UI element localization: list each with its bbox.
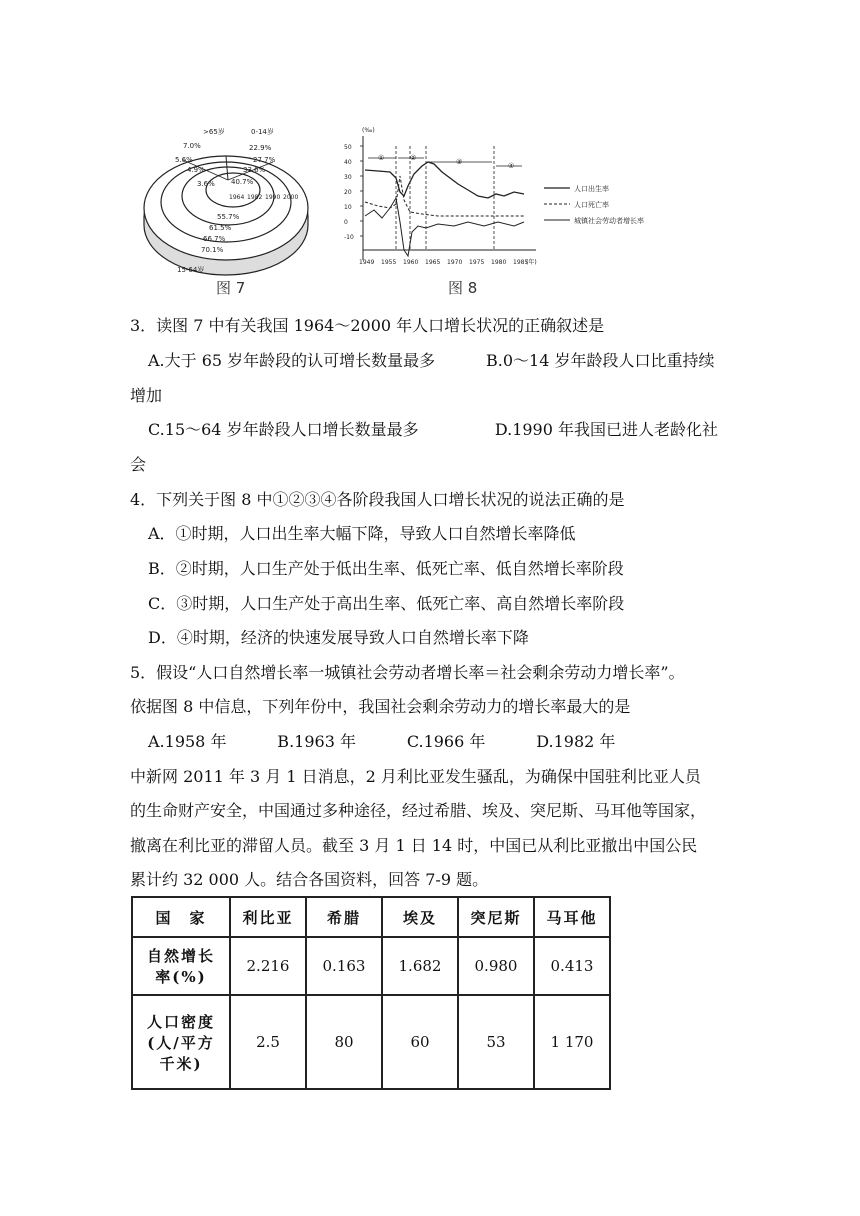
- label-70-1: 70.1%: [201, 246, 224, 254]
- label-66-7: 66.7%: [203, 235, 226, 243]
- question-4-option-b: B．②时期，人口生产处于低出生率、低死亡率、低自然增长率阶段: [148, 559, 624, 578]
- fig8-xtick-label: 1980: [491, 259, 507, 266]
- row-label-growth-rate-line2: 率(%): [155, 968, 207, 986]
- label-22-9: 22.9%: [249, 144, 272, 152]
- stage-2: ②: [410, 154, 417, 162]
- header-greece: 希腊: [306, 897, 382, 937]
- label-age0-14: 0-14岁: [251, 128, 274, 136]
- row-label-growth-rate: [132, 937, 230, 995]
- label-33-6: 33.6%: [243, 166, 266, 174]
- fig8-unit: (‰): [362, 127, 375, 134]
- fig8-stage-markers: [368, 146, 522, 250]
- fig8-xtick-label: 1949: [359, 259, 375, 266]
- fig8-ytick-label: 50: [344, 144, 352, 151]
- header-malta: 马耳他: [534, 897, 610, 937]
- header-egypt: 埃及: [382, 897, 458, 937]
- cell-density-malta: 1 170: [534, 995, 610, 1089]
- table-row-growth-rate: [132, 937, 610, 995]
- label-27-7: 27.7%: [253, 156, 276, 164]
- cell-density-egypt: 60: [382, 995, 458, 1089]
- legend-birth-rate: 人口出生率: [574, 185, 609, 193]
- cell-growth-tunisia: 0.980: [458, 937, 534, 995]
- question-5-options: A.1958 年 B.1963 年 C.1966 年 D.1982 年: [148, 732, 616, 751]
- question-4-stem: 4．下列关于图 8 中①②③④各阶段我国人口增长状况的说法正确的是: [130, 490, 625, 509]
- fig8-xtick-label: 1975: [469, 259, 485, 266]
- cell-density-libya: 2.5: [230, 995, 306, 1089]
- row-label-density-line2: (人/平方: [147, 1033, 215, 1052]
- label-3-6: 3.6%: [197, 180, 215, 188]
- fig8-legend: [544, 184, 644, 225]
- header-libya: 利比亚: [230, 897, 306, 937]
- figure-8-line-chart: [338, 122, 663, 282]
- fig8-ytick-label: 0: [344, 219, 348, 226]
- label-over65: >65岁: [203, 128, 225, 136]
- question-4-option-c: C．③时期，人口生产处于高出生率、低死亡率、高自然增长率阶段: [148, 594, 625, 613]
- label-61-5: 61.5%: [209, 224, 232, 232]
- question-3-options-cd: C.15～64 岁年龄段人口增长数量最多 D.1990 年我国已进人老龄化社: [148, 420, 719, 439]
- urban-labor-rate-line: [365, 198, 524, 256]
- passage-line-3: 撤离在利比亚的滞留人员。截至 3 月 1 日 14 时，中国已从利比亚撤出中国公民: [130, 836, 698, 855]
- table-row-density: [132, 995, 610, 1089]
- label-1982: 1982: [247, 194, 263, 201]
- stage-4: ④: [508, 162, 515, 170]
- fig8-xtick-label: 1970: [447, 259, 463, 266]
- birth-rate-line: [365, 162, 524, 198]
- fig8-xtick-label: 1965: [425, 259, 441, 266]
- fig8-x-unit: (年): [526, 259, 537, 266]
- stage-1: ①: [378, 154, 385, 162]
- question-5-stem: 5．假设“人口自然增长率一城镇社会劳动者增长率＝社会剩余劳动力增长率”。: [130, 663, 685, 682]
- fig8-xtick-label: 1960: [403, 259, 419, 266]
- fig8-ytick-label: 10: [344, 204, 352, 211]
- cell-growth-greece: 0.163: [306, 937, 382, 995]
- row-label-density-line3: 千米): [159, 1054, 203, 1073]
- fig8-xtick-label: 1955: [381, 259, 397, 266]
- figure-7-ring-chart: [143, 122, 318, 280]
- passage-line-1: 中新网 2011 年 3 月 1 日消息，2 月利比亚发生骚乱，为确保中国驻利比亚人员: [130, 767, 701, 786]
- label-40-7: 40.7%: [231, 178, 254, 186]
- fig8-ytick-label: 20: [344, 189, 352, 196]
- cell-growth-libya: 2.216: [230, 937, 306, 995]
- row-label-growth-rate-line1: 自然增长: [146, 947, 215, 965]
- cell-growth-malta: 0.413: [534, 937, 610, 995]
- label-4-9: 4.9%: [187, 166, 205, 174]
- label-2000: 2000: [283, 194, 299, 201]
- question-4-option-a: A．①时期，人口出生率大幅下降，导致人口自然增长率降低: [148, 524, 576, 543]
- label-55-7: 55.7%: [217, 213, 240, 221]
- legend-urban-labor-rate: 城镇社会劳动者增长率: [574, 217, 644, 225]
- fig8-ytick-label: 40: [344, 159, 352, 166]
- row-label-density: [132, 995, 230, 1089]
- question-5-stem-cont: 依据图 8 中信息，下列年份中，我国社会剩余劳动力的增长率最大的是: [130, 697, 631, 716]
- label-1964: 1964: [229, 194, 245, 201]
- header-tunisia: 突尼斯: [458, 897, 534, 937]
- label-7-0: 7.0%: [183, 142, 201, 150]
- passage-line-4: 累计约 32 000 人。结合各国资料，回答 7-9 题。: [130, 870, 489, 889]
- label-5-6: 5.6%: [175, 156, 193, 164]
- fig8-xtick-label: 1985: [513, 259, 529, 266]
- question-4-option-d: D．④时期，经济的快速发展导致人口自然增长率下降: [148, 628, 529, 647]
- question-3-stem: 3．读图 7 中有关我国 1964～2000 年人口增长状况的正确叙述是: [130, 316, 605, 335]
- legend-death-rate: 人口死亡率: [574, 201, 609, 209]
- passage-line-2: 的生命财产安全，中国通过多种途径，经过希腊、埃及、突尼斯、马耳他等国家，: [130, 801, 707, 820]
- cell-density-greece: 80: [306, 995, 382, 1089]
- cell-density-tunisia: 53: [458, 995, 534, 1089]
- figure-7-caption: 图 7: [216, 279, 246, 297]
- header-country: 国 家: [132, 897, 230, 937]
- question-3-options-ab-cont: 增加: [130, 386, 163, 405]
- question-3-options-cd-cont: 会: [130, 455, 147, 474]
- label-age15-64: 15-64岁: [177, 266, 205, 274]
- figure-8-caption: 图 8: [448, 279, 478, 297]
- question-3-options-ab: A.大于 65 岁年龄段的认可增长数量最多 B.0～14 岁年龄段人口比重持续: [148, 351, 715, 370]
- country-data-table: [131, 896, 611, 1090]
- stage-3: ③: [456, 158, 463, 166]
- row-label-density-line1: 人口密度: [146, 1012, 215, 1031]
- fig8-ytick-label: -10: [344, 234, 354, 241]
- table-header-row: [132, 897, 610, 937]
- fig8-ytick-label: 30: [344, 174, 352, 181]
- cell-growth-egypt: 1.682: [382, 937, 458, 995]
- label-1990: 1990: [265, 194, 281, 201]
